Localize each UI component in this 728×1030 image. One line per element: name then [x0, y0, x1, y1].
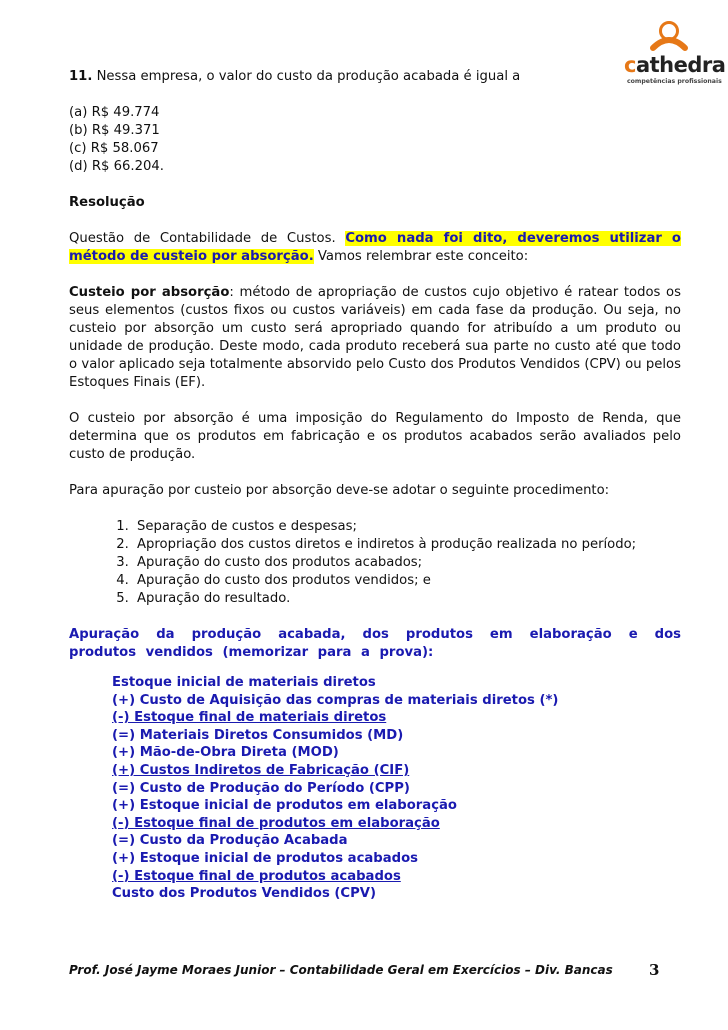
logo-tagline: competências profissionais: [627, 78, 722, 85]
scheme-heading: Apuração da produção acabada, dos produtos em elaboração e dos produtos vendidos (memorizar para a prova):: [69, 627, 681, 660]
scheme-line: Estoque inicial de materiais diretos: [112, 675, 376, 690]
options-list: [69, 104, 681, 176]
logo-wordmark: cathedra: [624, 53, 726, 77]
list-item: 2. Apropriação dos custos diretos e indiretos à produção realizada no período;: [133, 536, 681, 554]
page-number: 3: [649, 961, 660, 979]
list-item: 1. Separação de custos e despesas;: [133, 518, 681, 536]
scheme-line: (+) Estoque inicial de produtos acabados: [112, 850, 418, 866]
option-c: (c) R$ 58.067: [69, 141, 159, 156]
highlighted-text: Como nada foi dito, deveremos utilizar o método de custeio por absorção.: [69, 231, 681, 264]
procedure-steps: [69, 518, 681, 608]
scheme-line: (+) Estoque inicial de produtos em elaboração: [112, 798, 457, 814]
option-d: (d) R$ 66.204.: [69, 159, 164, 174]
option-b: (b) R$ 49.371: [69, 123, 160, 138]
scheme-line: (-) Estoque final de materiais diretos: [112, 710, 387, 726]
list-item: 5. Apuração do resultado.: [133, 590, 681, 608]
intro-paragraph: Questão de Contabilidade de Custos. Como nada foi dito, deveremos utilizar o método de custeio por absorção. Vamos relembrar este conceito:: [69, 231, 681, 264]
scheme-line: (-) Estoque final de produtos em elaboração: [112, 815, 440, 831]
scheme-line: (+) Custos Indiretos de Fabricação (CIF): [112, 762, 410, 778]
scheme-line: (=) Custo da Produção Acabada: [112, 833, 348, 849]
question-text: Nessa empresa, o valor do custo da produção acabada é igual a: [92, 69, 521, 84]
question-statement: [69, 68, 681, 86]
cost-scheme: [112, 674, 681, 903]
logo-figure-icon: [624, 18, 724, 58]
resolution-heading: Resolução: [69, 195, 145, 210]
option-a: (a) R$ 49.774: [69, 105, 160, 120]
procedure-intro: Para apuração por custeio por absorção deve-se adotar o seguinte procedimento:: [69, 483, 610, 498]
scheme-line: (=) Materiais Diretos Consumidos (MD): [112, 727, 404, 743]
page-footer: Prof. José Jayme Moraes Junior – Contabilidade Geral em Exercícios – Div. Bancas: [69, 963, 613, 977]
scheme-line: (=) Custo de Produção do Período (CPP): [112, 780, 410, 796]
question-number: 11.: [69, 69, 93, 84]
regulation-paragraph: O custeio por absorção é uma imposição do Regulamento do Imposto de Renda, que determina que os produtos em fabricação e os produtos acabados serão avaliados pelo custo de produção.: [69, 411, 681, 462]
scheme-line: (+) Custo de Aquisição das compras de materiais diretos (*): [112, 692, 559, 708]
scheme-line: (-) Estoque final de produtos acabados: [112, 868, 401, 884]
absorption-definition: Custeio por absorção: método de apropriação de custos cujo objetivo é ratear todos os seus elementos (custos fixos ou custos variáveis) em cada fase da produção. Ou seja, no custeio por absorção um custo será apropriado quando for atribuído a um produto ou unidade de produção. Deste modo, cada produto receberá sua parte no custo até que todo o valor aplicado seja totalmente absorvido pelo Custo dos Produtos Vendidos (CPV) ou pelos Estoques Finais (EF).: [69, 285, 681, 390]
scheme-line: (+) Mão-de-Obra Direta (MOD): [112, 745, 339, 761]
term-absorption: Custeio por absorção: [69, 285, 230, 300]
page-content: [69, 68, 681, 903]
list-item: 3. Apuração do custo dos produtos acabados;: [133, 554, 681, 572]
list-item: 4. Apuração do custo dos produtos vendidos; e: [133, 572, 681, 590]
scheme-line: Custo dos Produtos Vendidos (CPV): [112, 886, 376, 902]
